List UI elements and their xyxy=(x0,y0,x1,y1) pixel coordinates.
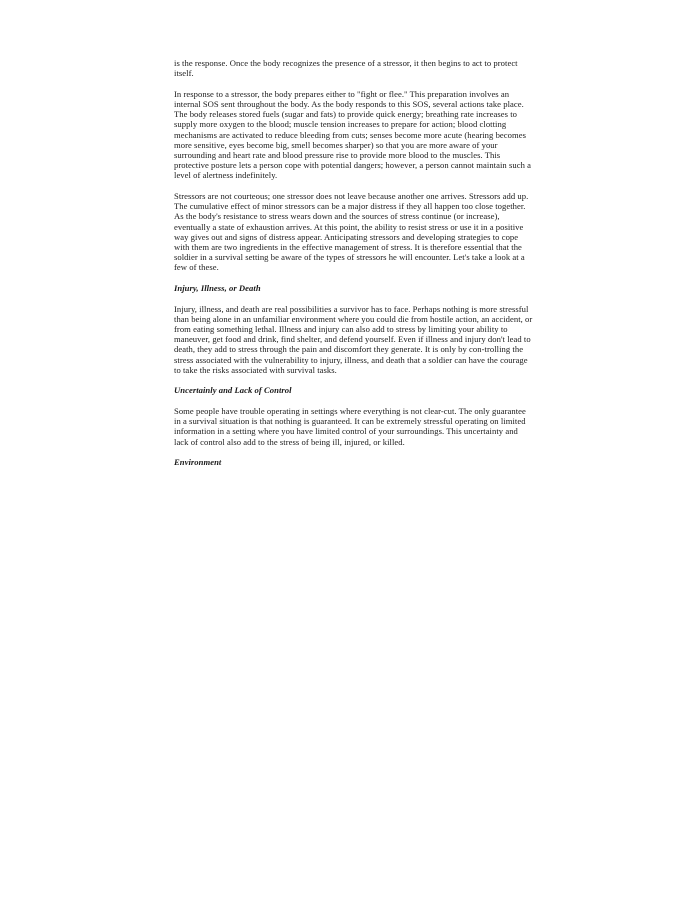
heading-environment: Environment xyxy=(174,457,222,468)
paragraph-fight-or-flee: In response to a stressor, the body prepares either to "fight or flee." This preparation involves an internal SOS sent throughout the body. As the body responds to this SOS, several actions take place. The body releases stored fuels (sugar and fats) to provide quick energy; breathing rate increases to supply more oxygen to the blood; muscle tension increases to prepare for action; blood clotting mechanisms are activated to reduce bleeding from cuts; senses become more acute (hearing becomes more sensitive, eyes become big, smell becomes sharper) so that you are more aware of your surrounding and heart rate and blood pressure rise to provide more blood to the muscles. This protective posture lets a person cope with potential dangers; however, a person cannot maintain such a level of alertness indefinitely. xyxy=(174,88,531,181)
heading-injury-illness-death: Injury, Illness, or Death xyxy=(174,283,261,294)
paragraph-uncertainty: Some people have trouble operating in settings where everything is not clear-cut. The only guarantee in a survival situation is that nothing is guaranteed. It can be extremely stressful operating on limited information in a setting where you have limited control of your surroundings. This uncertainty and lack of control also add to the stress of being ill, injured, or killed. xyxy=(174,406,526,447)
document-page xyxy=(174,58,534,478)
paragraph-injury-illness-death: Injury, illness, and death are real possibilities a survivor has to face. Perhaps nothing is more stressful than being alone in an unfamiliar environment where you could die from hostile action, an accident, or from eating something lethal. Illness and injury can also add to stress by limiting your ability to maneuver, get food and drink, find shelter, and defend yourself. Even if illness and injury don't lead to death, they add to stress through the pain and discomfort they generate. It is only by con-trolling the stress associated with the vulnerability to injury, illness, and death that a soldier can have the courage to take the risks associated with survival tasks. xyxy=(174,303,533,375)
paragraph-stressors-add-up: Stressors are not courteous; one stressor does not leave because another one arrives. Stressors add up. The cumulative effect of minor stressors can be a major distress if they all happen too close together. As the body's resistance to stress wears down and the sources of stress continue (or increase), eventually a state of exhaustion arrives. At this point, the ability to resist stress or use it in a positive way gives out and signs of distress appear. Anticipating stressors and developing strategies to cope with them are two ingredients in the effective management of stress. It is therefore essential that the soldier in a survival setting be aware of the types of stressors he will encounter. Let's take a look at a few of these. xyxy=(174,191,529,273)
paragraph-response: is the response. Once the body recognizes the presence of a stressor, it then begins to act to protect itself. xyxy=(174,58,518,79)
heading-uncertainty-lack-of-control: Uncertainly and Lack of Control xyxy=(174,385,292,396)
